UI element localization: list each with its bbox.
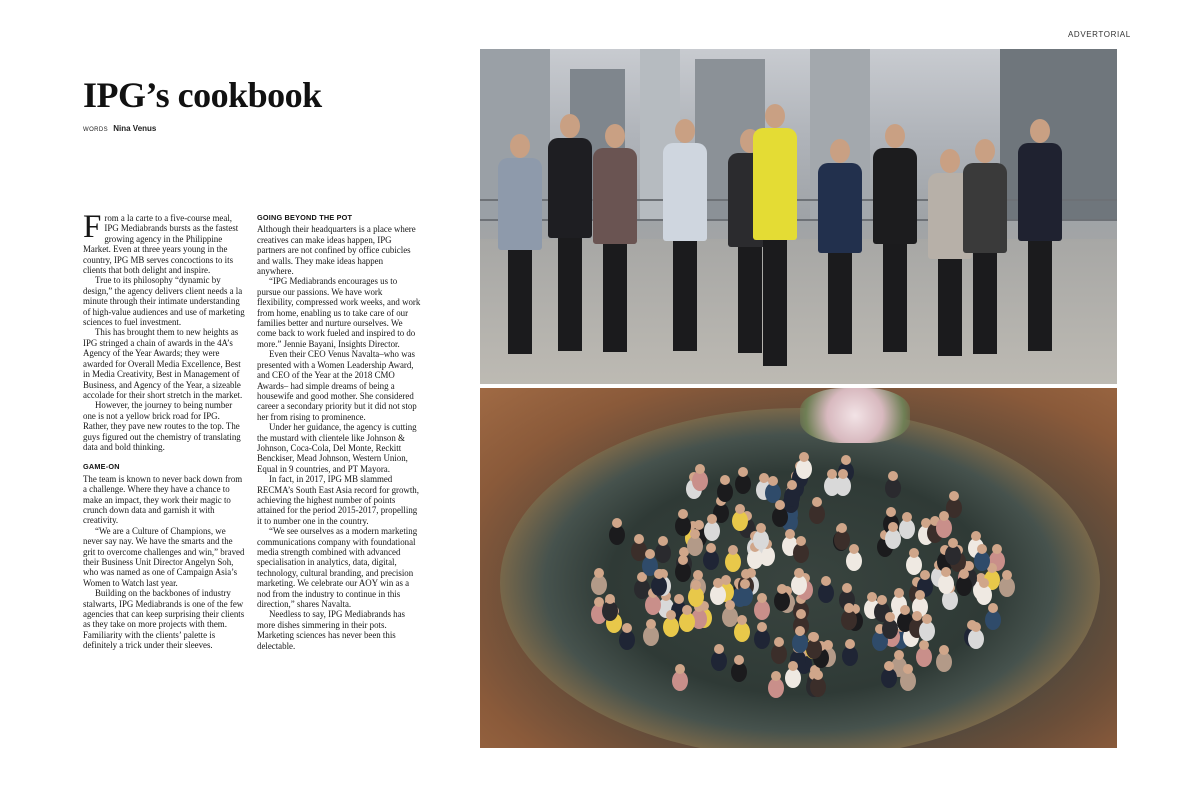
crowd-person bbox=[754, 629, 770, 649]
team-member bbox=[745, 104, 805, 384]
crowd-person bbox=[900, 671, 916, 691]
author-name: Nina Venus bbox=[113, 124, 157, 133]
crowd-person bbox=[768, 678, 784, 698]
crowd-person bbox=[704, 521, 720, 541]
crowd-person bbox=[791, 575, 807, 595]
team-member bbox=[655, 119, 715, 364]
paragraph: True to its philosophy “dynamic by design,” the agency delivers client needs a la minute through their intimate understanding of high-value audiences and use of marketing sciences to fuel investment. bbox=[83, 275, 245, 328]
crowd-face bbox=[922, 614, 932, 624]
team-photo bbox=[480, 49, 1117, 384]
crowd-person bbox=[703, 550, 719, 570]
paragraph: However, the journey to being number one is not a yellow brick road for IPG. Rather, they pave new routes to the top. The guys figured out the chemistry of translating data and bold thinking. bbox=[83, 400, 241, 452]
article-column-2 bbox=[257, 213, 421, 651]
crowd-face bbox=[757, 622, 767, 632]
crowd-person bbox=[985, 610, 1001, 630]
group-photo bbox=[480, 388, 1117, 748]
crowd-face bbox=[654, 569, 664, 579]
paragraph: From a la carte to a five-course meal, IPG Mediabrands bursts as the fastest growing agency in the Philippine Market. Even at three years young in the country, IPG MB serves concoctions to its clients that both delight and inspire. bbox=[83, 209, 239, 276]
crowd-face bbox=[768, 476, 778, 486]
team-member bbox=[955, 139, 1015, 364]
crowd-person bbox=[731, 662, 747, 682]
crowd-person bbox=[645, 595, 661, 615]
crowd-face bbox=[877, 595, 887, 605]
team-member bbox=[810, 139, 870, 364]
crowd-face bbox=[888, 522, 898, 532]
section-label: ADVERTORIAL bbox=[1068, 30, 1131, 39]
crowd-person bbox=[771, 644, 787, 664]
crowd-face bbox=[988, 603, 998, 613]
crowd-person bbox=[945, 545, 961, 565]
crowd-person bbox=[938, 574, 954, 594]
crowd-face bbox=[939, 645, 949, 655]
crowd-face bbox=[894, 588, 904, 598]
crowd-face bbox=[734, 655, 744, 665]
crowd-person bbox=[999, 577, 1015, 597]
paragraph: The team is known to never back down from a challenge. Where they have a chance to make an impact, they work their magic to crunch down data and garnish it with creativity. bbox=[83, 473, 243, 526]
crowd-person bbox=[591, 575, 607, 595]
subheading-beyond-the-pot: GOING BEYOND THE POT bbox=[257, 213, 353, 222]
crowd-person bbox=[675, 516, 691, 536]
crowd-person bbox=[885, 529, 901, 549]
article-title: IPG’s cookbook bbox=[83, 75, 322, 115]
crowd-person bbox=[841, 610, 857, 630]
crowd-face bbox=[949, 491, 959, 501]
crowd-person bbox=[732, 511, 748, 531]
crowd-person bbox=[753, 530, 769, 550]
crowd-face bbox=[594, 568, 604, 578]
crowd-face bbox=[725, 600, 735, 610]
crowd-person bbox=[663, 617, 679, 637]
crowd-person bbox=[734, 622, 750, 642]
crowd-face bbox=[757, 593, 767, 603]
crowd-face bbox=[645, 549, 655, 559]
flower-arrangement bbox=[800, 388, 910, 443]
crowd-face bbox=[694, 520, 704, 530]
crowd-face bbox=[737, 615, 747, 625]
crowd-face bbox=[909, 548, 919, 558]
crowd-person bbox=[754, 600, 770, 620]
crowd-person bbox=[651, 576, 667, 596]
team-member bbox=[585, 124, 645, 364]
paragraph: Although their headquarters is a place where creatives can make ideas happen, IPG partners are not confined by office cubicles and walls. They make ideas happen anywhere. bbox=[257, 224, 416, 277]
crowd-person bbox=[885, 478, 901, 498]
crowd-face bbox=[827, 469, 837, 479]
crowd-face bbox=[886, 507, 896, 517]
crowd-face bbox=[903, 664, 913, 674]
crowd-face bbox=[794, 568, 804, 578]
crowd-person bbox=[735, 474, 751, 494]
paragraph: In fact, in 2017, IPG MB slammed RECMA’s South East Asia record for growth, achieving the highest number of points attained for the period 2015-2017, propelling it to number one in the country. bbox=[257, 474, 419, 526]
crowd-face bbox=[842, 583, 852, 593]
crowd-face bbox=[837, 523, 847, 533]
crowd-person bbox=[809, 504, 825, 524]
paragraph: “IPG Mediabrands encourages us to pursue our passions. We have work flexibility, compressed work weeks, and work from home, enabling us to take care of our families better and nurture ourselves. We come back to work fueled and inspired to do more.” Jennie Bayani, Insights Director. bbox=[257, 276, 421, 349]
crowd-face bbox=[771, 671, 781, 681]
crowd-face bbox=[714, 644, 724, 654]
subheading-game-on: GAME-ON bbox=[83, 462, 120, 472]
crowd-face bbox=[884, 661, 894, 671]
crowd-person bbox=[655, 543, 671, 563]
crowd-face bbox=[707, 514, 717, 524]
crowd-face bbox=[735, 504, 745, 514]
paragraph: Needless to say, IPG Mediabrands has more dishes simmering in their pots. Marketing sciences has never been this delectable. bbox=[257, 609, 405, 651]
crowd-person bbox=[687, 536, 703, 556]
byline bbox=[83, 124, 156, 133]
crowd-person bbox=[919, 621, 935, 641]
crowd-face bbox=[888, 471, 898, 481]
crowd-face bbox=[785, 529, 795, 539]
crowd-face bbox=[774, 637, 784, 647]
crowd-face bbox=[902, 512, 912, 522]
crowd-face bbox=[799, 452, 809, 462]
article-column-1 bbox=[83, 209, 247, 651]
crowd-face bbox=[756, 523, 766, 533]
crowd-face bbox=[941, 567, 951, 577]
drop-cap: F bbox=[83, 209, 102, 245]
crowd-person bbox=[602, 601, 618, 621]
crowd-person bbox=[619, 630, 635, 650]
crowd-face bbox=[894, 650, 904, 660]
crowd-face bbox=[841, 455, 851, 465]
crowd-person bbox=[936, 652, 952, 672]
crowd-person bbox=[881, 668, 897, 688]
crowd-person bbox=[842, 646, 858, 666]
crowd-face bbox=[678, 509, 688, 519]
crowd-face bbox=[821, 576, 831, 586]
crowd-person bbox=[899, 519, 915, 539]
paragraph: Building on the backbones of industry stalwarts, IPG Mediabrands is one of the few agencies that can keep surprising their clients as they take on more projects with them. Familiarity with the clients’ palette is definitely a trick under their sleeves. bbox=[83, 588, 245, 651]
crowd-face bbox=[812, 497, 822, 507]
crowd-face bbox=[900, 605, 910, 615]
paragraph: “We see ourselves as a modern marketing communications company with foundational media strength combined with advanced specialisation in analytics, data, digital, technology, cultural branding, and precision marketing. We celebrate our AOY win as a nod from the industry to continue in this direction,” shares Navalta. bbox=[257, 526, 418, 610]
crowd-face bbox=[1002, 570, 1012, 580]
crowd-face bbox=[844, 603, 854, 613]
crowd-person bbox=[818, 583, 834, 603]
crowd-person bbox=[824, 476, 840, 496]
crowd-face bbox=[912, 611, 922, 621]
team-member bbox=[1010, 119, 1070, 364]
crowd-face bbox=[948, 538, 958, 548]
crowd-face bbox=[845, 639, 855, 649]
crowd-person bbox=[834, 530, 850, 550]
paragraph: “We are a Culture of Champions, we never say nay. We have the smarts and the grit to overcome challenges and win,” braved their Business Unit Director Angelyn Soh, who was named as one of Campaign Asia’s Women to Watch last year. bbox=[83, 525, 245, 588]
paragraph: This has brought them to new heights as IPG stringed a chain of awards in the 4A’s Agency of the Year Awards; they were awarded for Overall Media Excellence, Best in Media Creativity, Best in Management of Business, and Agency of the Year, a sizeable accolade for their short stretch in the market. bbox=[83, 327, 243, 400]
crowd-face bbox=[658, 536, 668, 546]
crowd-face bbox=[867, 592, 877, 602]
crowd-person bbox=[796, 459, 812, 479]
team-member bbox=[865, 124, 925, 364]
byline-label: WORDS bbox=[83, 127, 108, 133]
paragraph: Even their CEO Venus Navalta–who was presented with a Women Leadership Award, and CEO of the Year at the 2018 CMO Awards– had simple dreams of being a housewife and good mother. She considered career a secondary priority but it did not stop her from rising to prominence. bbox=[257, 349, 417, 422]
crowd-face bbox=[666, 610, 676, 620]
paragraph: Under her guidance, the agency is cutting the mustard with clientele like Johnson & Johnson, Coca-Cola, Del Monte, Reckitt Benckiser, Mead Johnson, Western Union, Equal in 9 countries, and PT Mayora. bbox=[257, 422, 417, 474]
crowd-face bbox=[920, 570, 930, 580]
crowd-face bbox=[796, 609, 806, 619]
crowd-person bbox=[711, 651, 727, 671]
